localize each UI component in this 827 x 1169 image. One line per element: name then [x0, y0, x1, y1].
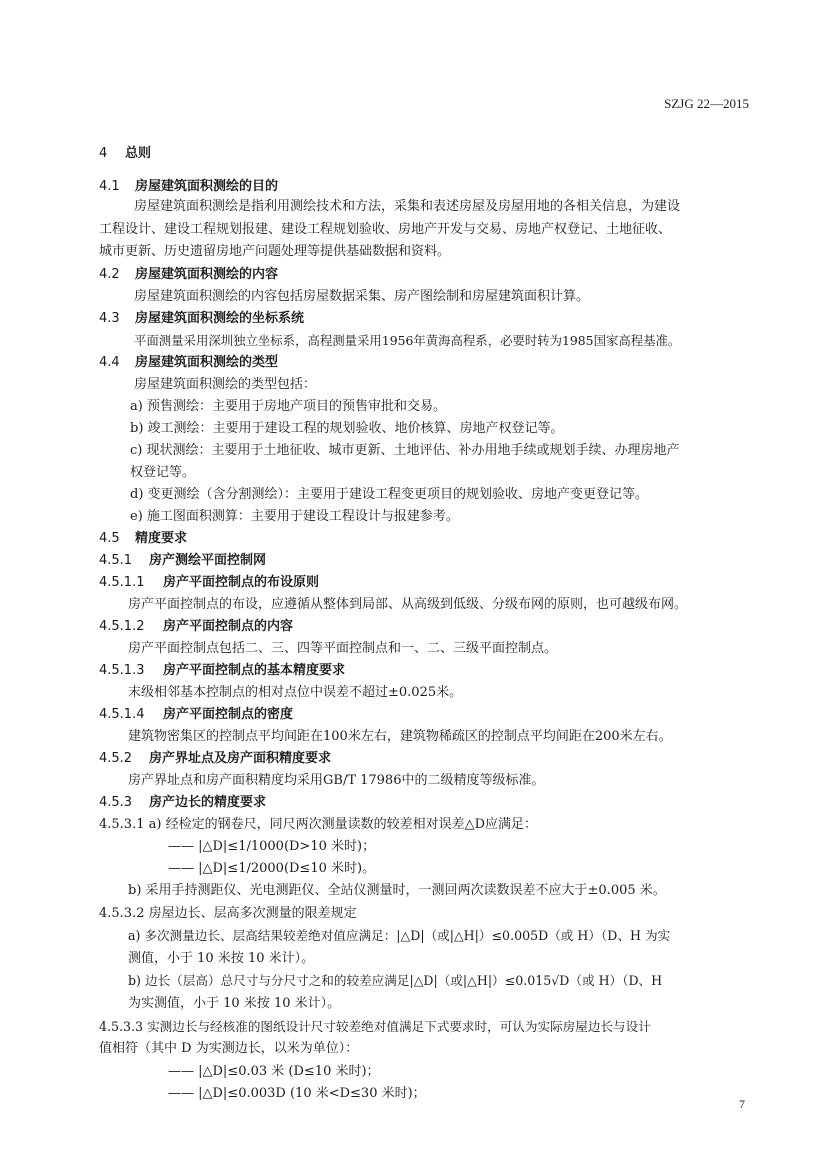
formula-line: —— |△D|≤0.03 米 (D≤10 米时)；: [168, 1064, 380, 1079]
heading-4-5-1-2: 4.5.1.2 房产平面控制点的内容: [99, 619, 294, 634]
document-code: SZJG 22—2015: [664, 96, 749, 111]
heading-4-5-1-1: 4.5.1.1 房产平面控制点的布设原则: [99, 575, 320, 590]
body-line: 建筑物密集区的控制点平均间距在100米左右，建筑物稀疏区的控制点平均间距在200米左右。: [128, 729, 672, 744]
body-line: 值相符（其中 D 为实测边长，以米为单位）：: [99, 1041, 359, 1056]
clause-4-5-3-3: 4.5.3.3 实测边长与经核准的图纸设计尺寸较差绝对值满足下式要求时，可认为实际房屋边长与设计: [99, 1019, 651, 1034]
body-line: 房屋建筑面积测绘是指利用测绘技术和方法，采集和表述房屋及房屋用地的各相关信息，为建设: [134, 199, 681, 214]
formula-line: —— |△D|≤1/1000(D>10 米时)；: [168, 839, 376, 854]
list-item: b) 采用手持测距仪、光电测距仪、全站仪测量时，一测回两次读数误差不应大于±0.005 米。: [128, 883, 666, 898]
body-line: 房产平面控制点的布设，应遵循从整体到局部、从高级到低级、分级布网的原则，也可越级布网。: [128, 597, 688, 612]
heading-4-3: 4.3 房屋建筑面积测绘的坐标系统: [99, 311, 305, 326]
page-number: 7: [739, 1097, 745, 1111]
clause-4-5-3-2: 4.5.3.2 房屋边长、层高多次测量的限差规定: [99, 906, 357, 921]
list-item: b) 竣工测绘：主要用于建设工程的规划验收、地价核算、房地产权登记等。: [130, 421, 564, 436]
body-line: 工程设计、建设工程规划报建、建设工程规划验收、房地产开发与交易、房地产权登记、土地征收、: [99, 222, 672, 237]
list-item-cont: 测值，小于 10 米按 10 米计）。: [128, 951, 315, 966]
formula-line: —— |△D|≤0.003D (10 米<D≤30 米时)；: [168, 1086, 426, 1101]
formula-line: —— |△D|≤1/2000(D≤10 米时)。: [168, 861, 376, 876]
heading-4-5-3: 4.5.3 房产边长的精度要求: [99, 795, 267, 810]
list-item: e) 施工图面积测算：主要用于建设工程设计与报建参考。: [130, 509, 459, 524]
body-line: 城市更新、历史遗留房地产问题处理等提供基础数据和资料。: [99, 244, 451, 259]
body-line: 平面测量采用深圳独立坐标系，高程测量采用1956年黄海高程系，必要时转为1985国家高程基准。: [134, 333, 681, 348]
heading-4-4: 4.4 房屋建筑面积测绘的类型: [99, 355, 279, 370]
heading-4-5-1-3: 4.5.1.3 房产平面控制点的基本精度要求: [99, 663, 346, 678]
heading-4-5: 4.5 精度要求: [99, 531, 188, 546]
list-item: b) 边长（层高）总尺寸与分尺寸之和的较差应满足|△D|（或|△H|）≤0.015√D（或 H）（D、H: [128, 973, 663, 988]
body-line: 房产界址点和房产面积精度均采用GB/T 17986中的二级精度等级标准。: [128, 773, 545, 788]
heading-4-1: 4.1 房屋建筑面积测绘的目的: [99, 179, 279, 194]
heading-4: 4 总则: [99, 146, 152, 161]
list-item-cont: 权登记等。: [130, 465, 196, 480]
body-line: 房产平面控制点包括二、三、四等平面控制点和一、二、三级平面控制点。: [128, 641, 558, 656]
body-line: 末级相邻基本控制点的相对点位中误差不超过±0.025米。: [128, 685, 463, 700]
list-item-cont: 为实测值，小于 10 米按 10 米计）。: [128, 996, 341, 1011]
heading-4-5-1: 4.5.1 房产测绘平面控制网: [99, 553, 267, 568]
body-line: 房屋建筑面积测绘的内容包括房屋数据采集、房产图绘制和房屋建筑面积计算。: [134, 289, 590, 304]
clause-4-5-3-1: 4.5.3.1 a) 经检定的钢卷尺，同尺两次测量读数的较差相对误差△D应满足：: [99, 817, 537, 832]
heading-4-2: 4.2 房屋建筑面积测绘的内容: [99, 267, 279, 282]
list-item: d) 变更测绘（含分割测绘）：主要用于建设工程变更项目的规划验收、房地产变更登记等。: [130, 487, 649, 502]
body-line: 房屋建筑面积测绘的类型包括：: [134, 377, 317, 392]
list-item: a) 预售测绘：主要用于房地产项目的预售审批和交易。: [130, 399, 446, 414]
heading-4-5-1-4: 4.5.1.4 房产平面控制点的密度: [99, 707, 294, 722]
list-item: a) 多次测量边长、层高结果较差绝对值应满足：|△D|（或|△H|）≤0.005D（或 H）（D、H 为实: [128, 928, 671, 943]
heading-4-5-2: 4.5.2 房产界址点及房产面积精度要求: [99, 751, 332, 766]
list-item: c) 现状测绘：主要用于土地征收、城市更新、土地评估、补办用地手续或规划手续、办理房地产: [130, 443, 680, 458]
